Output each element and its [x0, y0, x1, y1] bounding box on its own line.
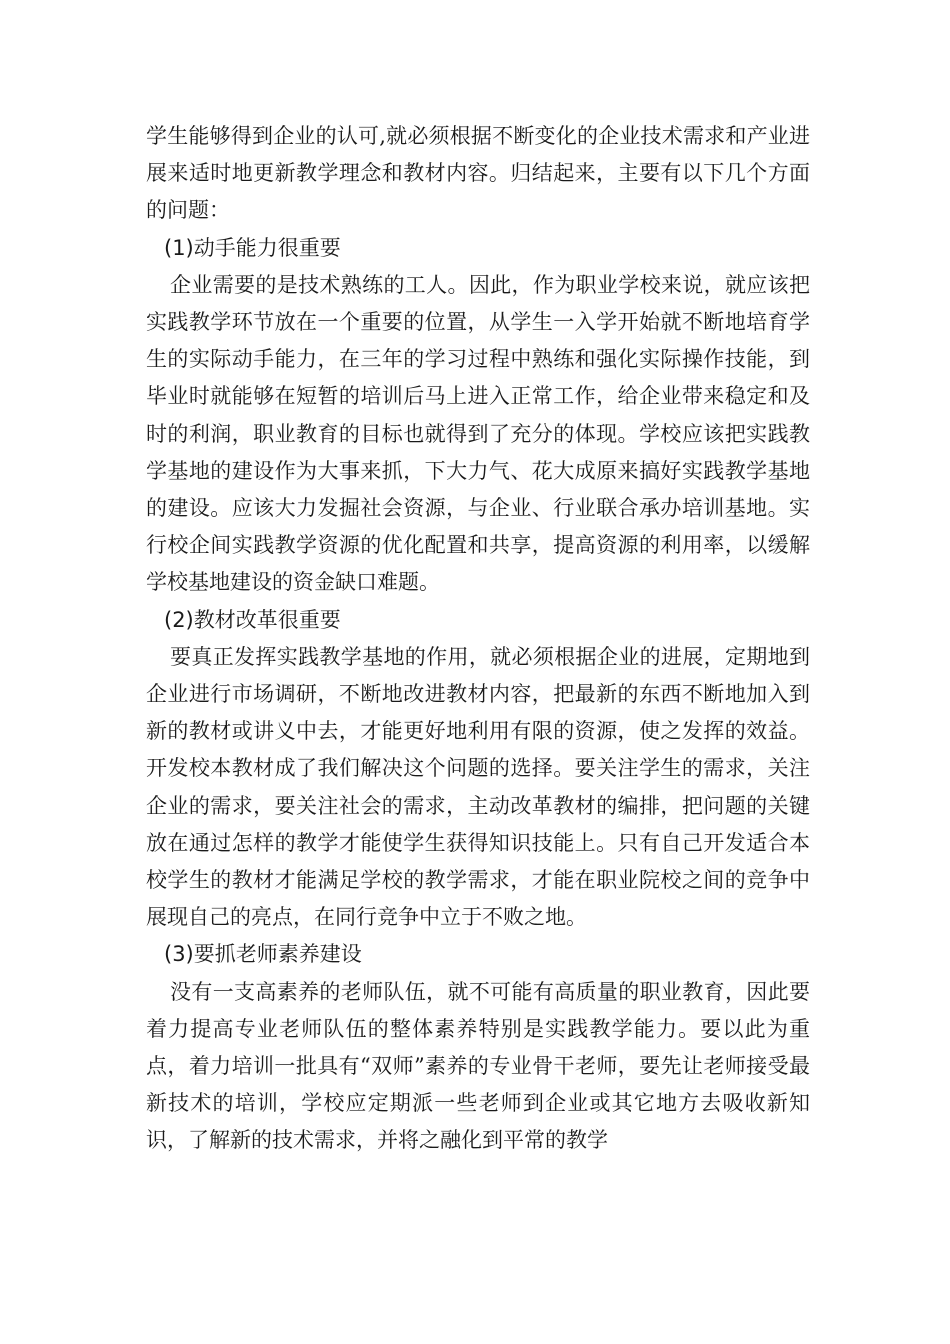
paragraph-textbook-reform: 要真正发挥实践教学基地的作用，就必须根据企业的进展，定期地到企业进行市场调研，不断地改进教材内容，把最新的东西不断地加入到新的教材或讲义中去，才能更好地利用有限的资源，使之发挥的效益。开发校本教材成了我们解决这个问题的选择。要关注学生的需求，关注企业的需求，要关注社会的需求，主动改革教材的编排，把问题的关键放在通过怎样的教学才能使学生获得知识技能上。只有自己开发适合本校学生的教材才能满足学校的教学需求，才能在职业院校之间的竞争中展现自己的亮点，在同行竞争中立于不败之地。 [146, 644, 810, 930]
section-heading-teacher-quality: (3)要抓老师素养建设 [164, 942, 362, 967]
document-body [146, 118, 810, 1160]
paragraph-teacher-quality: 没有一支高素养的老师队伍，就不可能有高质量的职业教育，因此要着力提高专业老师队伍的整体素养特别是实践教学能力。要以此为重点，着力培训一批具有“双师”素养的专业骨干老师，要先让老师接受最新技术的培训，学校应定期派一些老师到企业或其它地方去吸收新知识，了解新的技术需求，并将之融化到平常的教学 [146, 979, 810, 1153]
paragraph-continued: 学生能够得到企业的认可,就必须根据不断变化的企业技术需求和产业进展来适时地更新教学理念和教材内容。归结起来，主要有以下几个方面的问题： [146, 124, 810, 223]
section-heading-hands-on-ability: (1)动手能力很重要 [164, 235, 341, 260]
paragraph-hands-on-ability: 企业需要的是技术熟练的工人。因此，作为职业学校来说，就应该把实践教学环节放在一个重要的位置，从学生一入学开始就不断地培育学生的实际动手能力，在三年的学习过程中熟练和强化实际操作技能，到毕业时就能够在短暂的培训后马上进入正常工作，给企业带来稳定和及时的利润，职业教育的目标也就得到了充分的体现。学校应该把实践教学基地的建设作为大事来抓，下大力气、花大成原来搞好实践教学基地的建设。应该大力发掘社会资源，与企业、行业联合承办培训基地。实行校企间实践教学资源的优化配置和共享，提高资源的利用率，以缓解学校基地建设的资金缺口难题。 [146, 272, 810, 595]
section-heading-textbook-reform: (2)教材改革很重要 [164, 607, 341, 632]
